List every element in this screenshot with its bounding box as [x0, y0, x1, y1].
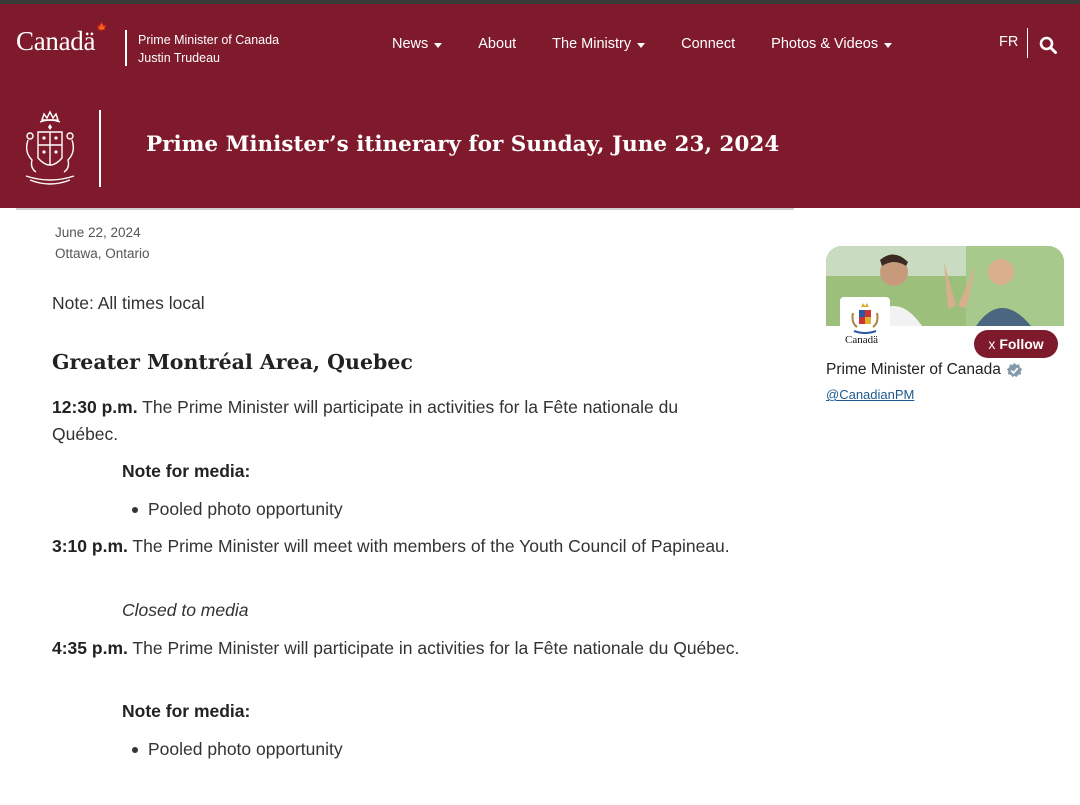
verified-badge-icon	[1006, 362, 1023, 379]
list-item: Pooled photo opportunity	[132, 499, 343, 520]
coat-of-arms-icon	[20, 110, 80, 188]
banner-underline	[16, 208, 794, 210]
main-nav	[392, 36, 928, 52]
caret-down-icon	[637, 43, 645, 48]
canada-wordmark[interactable]: Canadä 🍁	[16, 22, 107, 56]
event-time: 3:10 p.m.	[52, 536, 128, 556]
times-note: Note: All times local	[52, 293, 205, 313]
caret-down-icon	[884, 43, 892, 48]
brand-subtitle: Justin Trudeau	[138, 51, 220, 65]
article-meta	[55, 222, 150, 264]
coat-of-arms-icon	[851, 301, 879, 335]
flag-icon: 🍁	[96, 22, 107, 32]
brand-text[interactable]	[138, 31, 279, 67]
profile-name[interactable]: Prime Minister of Canada	[826, 361, 1023, 379]
nav-news[interactable]: News	[392, 36, 442, 52]
follow-button[interactable]: x Follow	[974, 330, 1058, 358]
event-description: The Prime Minister will participate in activities for la Fête nationale du Québec.	[127, 638, 740, 658]
event-time: 12:30 p.m.	[52, 397, 138, 417]
bullet-icon	[132, 747, 138, 753]
bullet-icon	[132, 507, 138, 513]
caret-down-icon	[434, 43, 442, 48]
publish-location: Ottawa, Ontario	[55, 246, 150, 261]
page-banner	[0, 88, 1080, 208]
x-logo-icon: x	[988, 336, 996, 352]
site-header	[0, 4, 1080, 88]
publish-date: June 22, 2024	[55, 225, 141, 240]
nav-photos-videos[interactable]: Photos & Videos	[771, 36, 892, 52]
region-heading: Greater Montréal Area, Quebec	[52, 350, 413, 374]
media-status: Closed to media	[122, 600, 249, 620]
page-title: Prime Minister’s itinerary for Sunday, June 23, 2024	[146, 132, 780, 157]
avatar[interactable]	[840, 297, 890, 347]
media-note-label: Note for media:	[122, 461, 251, 481]
event-time: 4:35 p.m.	[52, 638, 128, 658]
event-entry	[52, 394, 742, 447]
profile-handle-link[interactable]: @CanadianPM	[826, 387, 915, 402]
language-toggle[interactable]: FR	[999, 34, 1019, 50]
utility-divider	[1027, 28, 1028, 58]
event-description: The Prime Minister will meet with members of the Youth Council of Papineau.	[127, 536, 730, 556]
banner-divider	[99, 110, 101, 187]
nav-connect[interactable]: Connect	[681, 36, 736, 52]
avatar-wordmark: Canadä	[845, 334, 878, 346]
event-entry	[52, 635, 742, 662]
brand-divider	[125, 30, 127, 66]
event-entry	[52, 533, 742, 560]
nav-about[interactable]: About	[478, 36, 517, 52]
list-item: Pooled photo opportunity	[132, 739, 343, 760]
brand-title: Prime Minister of Canada	[138, 33, 280, 47]
event-description: The Prime Minister will participate in activities for la Fête nationale du Québec.	[52, 397, 679, 444]
nav-the-ministry[interactable]: The Ministry	[552, 36, 645, 52]
media-note-label: Note for media:	[122, 701, 251, 721]
search-icon[interactable]	[1039, 36, 1057, 54]
